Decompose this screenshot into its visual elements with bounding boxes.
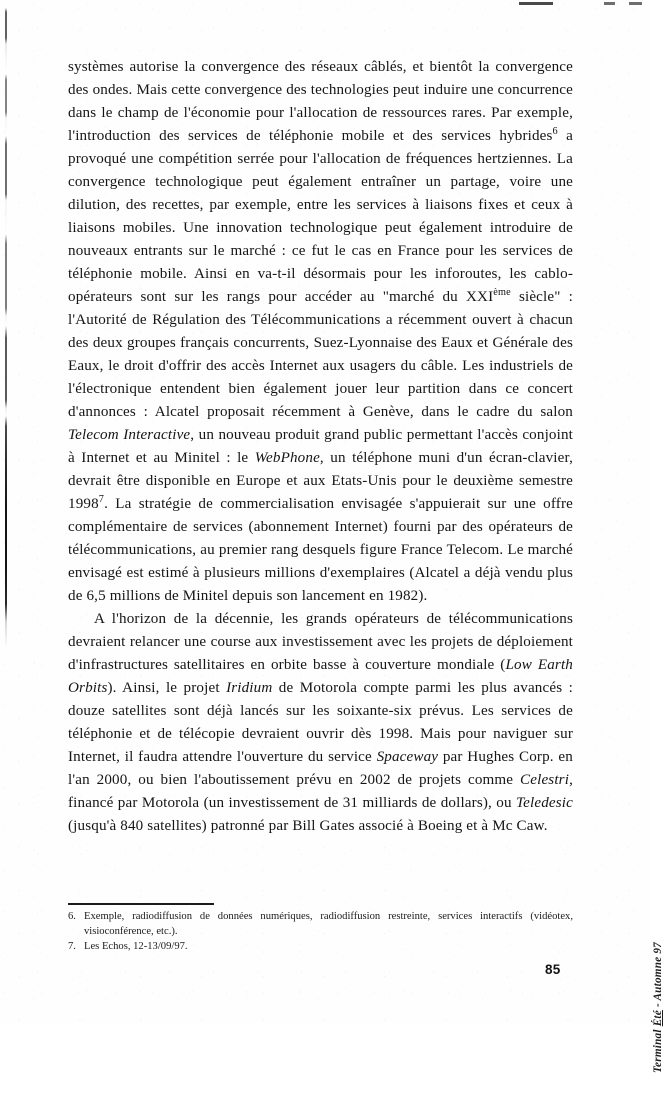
- footnote-text: Exemple, radiodiffusion de données numériques, radiodiffusion restreinte, services interactifs (vidéotex, visioconférence, etc.).: [84, 911, 573, 937]
- text-run: , un téléphone muni d'un écran-clavier, devrait être disponible en Europe et aux Etats-Unis pour le deuxième semestre 1998: [68, 450, 574, 512]
- scan-speck: [519, 2, 553, 5]
- scan-speck: [629, 2, 642, 5]
- text-run: . La stratégie de commercialisation envisagée s'appuierait sur une offre complémentaire de services (abonnement Internet) fourni par des opérateurs de télécommunications, au premier rang desquels figure France Telecom. Le marché envisagé est estimé à plusieurs millions d'exemplaires (Alcatel a déjà vendu plus de 6,5 millions de Minitel depuis son lancement en 1982).: [68, 496, 573, 604]
- text-run: a provoqué une compétition serrée pour l'allocation de fréquences hertziennes. La convergence technologique peut également entraîner un partage, voire une dilution, des recettes, par exemple, entre les services à liaisons fixes et ceux à liaisons mobiles. Une innovation technologique peut également introduire de nouveaux entrants sur le marché : ce fut le cas en France pour les services de téléphonie mobile. Ainsi en va-t-il désormais pour les inforoutes, les cablo-opérateurs sont sur les rangs pour accéder au "marché du XXI: [68, 128, 573, 305]
- italic-term: Spaceway: [376, 749, 439, 765]
- running-head-issue: - Automne 97: [652, 942, 664, 1011]
- footnote-item: [68, 910, 573, 939]
- text-run: de Motorola compte parmi les plus avancés : douze satellites sont déjà lancés sur les soixante-six prévus. Les services de téléphonie et de télécopie devraient ouvrir dès 1998. Mais pour naviguer sur Internet, il faudra attendre l'ouverture du service: [68, 680, 573, 765]
- text-run: A l'horizon de la décennie, les grands opérateurs de télécommunications devraient relancer une course aux investissement avec les projets de déploiement d'infrastructures satellitaires en orbite basse à couverture mondiale (: [68, 611, 573, 673]
- footnote-separator-rule: [68, 903, 214, 905]
- italic-term: Telecom Interactive: [68, 427, 191, 443]
- paragraph-satellites: [68, 608, 573, 838]
- footnote-reference: ème: [493, 286, 511, 298]
- italic-term: Iridium: [226, 680, 273, 696]
- footnote-reference: 7: [98, 493, 105, 505]
- paragraph-convergence: [68, 56, 573, 608]
- text-run: par Hughes Corp. en l'an 2000, ou bien l'aboutissement prévu en 2002 de projets comme: [68, 749, 573, 788]
- text-run: siècle" : l'Autorité de Régulation des Télécommunications a récemment ouvert à chacun des deux groupes français concurrents, Suez-Lyonnaise des Eaux et Générale des Eaux, le droit d'offrir des accès Internet aux usagers du câble. Les industriels de l'électronique entendent bien également jouer leur partition dans ce concert d'annonces : Alcatel proposait récemment à Genève, dans le cadre du salon: [68, 289, 573, 420]
- footnote-marker: 6.: [68, 911, 76, 922]
- text-run: , financé par Motorola (un investissement de 31 milliards de dollars), ou: [68, 772, 573, 811]
- scan-speck: [604, 2, 615, 5]
- text-run: ). Ainsi, le projet: [107, 680, 227, 696]
- running-head-journal-name: Terminal: [652, 1026, 664, 1073]
- footnote-reference: 6: [552, 125, 558, 137]
- footnote-item: [68, 940, 573, 955]
- italic-term: Celestri: [520, 772, 570, 788]
- footnote-marker: 7.: [68, 941, 76, 953]
- body-text-column: [68, 56, 573, 838]
- page-number: 85: [545, 962, 561, 977]
- running-head-season: Été: [652, 1010, 664, 1027]
- footnotes-block: [68, 910, 573, 956]
- text-run: (jusqu'à 840 satellites) patronné par Bill Gates associé à Boeing et à Mc Caw.: [68, 818, 548, 834]
- italic-term: Low Earth Orbits: [68, 657, 573, 696]
- book-binding-edge-artifact: [5, 8, 7, 783]
- footnote-text: Les Echos, 12-13/09/97.: [84, 941, 188, 953]
- italic-term: WebPhone: [254, 450, 320, 466]
- text-run: , un nouveau produit grand public permettant l'accès conjoint à Internet et au Minitel : le: [68, 427, 574, 466]
- text-run: systèmes autorise la convergence des réseaux câblés, et bientôt la convergence des ondes. Mais cette convergence des technologies peut induire une concurrence dans le champ de l'économie pour l'allocation de ressources rares. Par exemple, l'introduction des services de téléphonie mobile et des services hybrides: [68, 59, 573, 144]
- italic-term: Teledesic: [516, 795, 573, 811]
- running-head-journal-issue: [652, 942, 664, 1112]
